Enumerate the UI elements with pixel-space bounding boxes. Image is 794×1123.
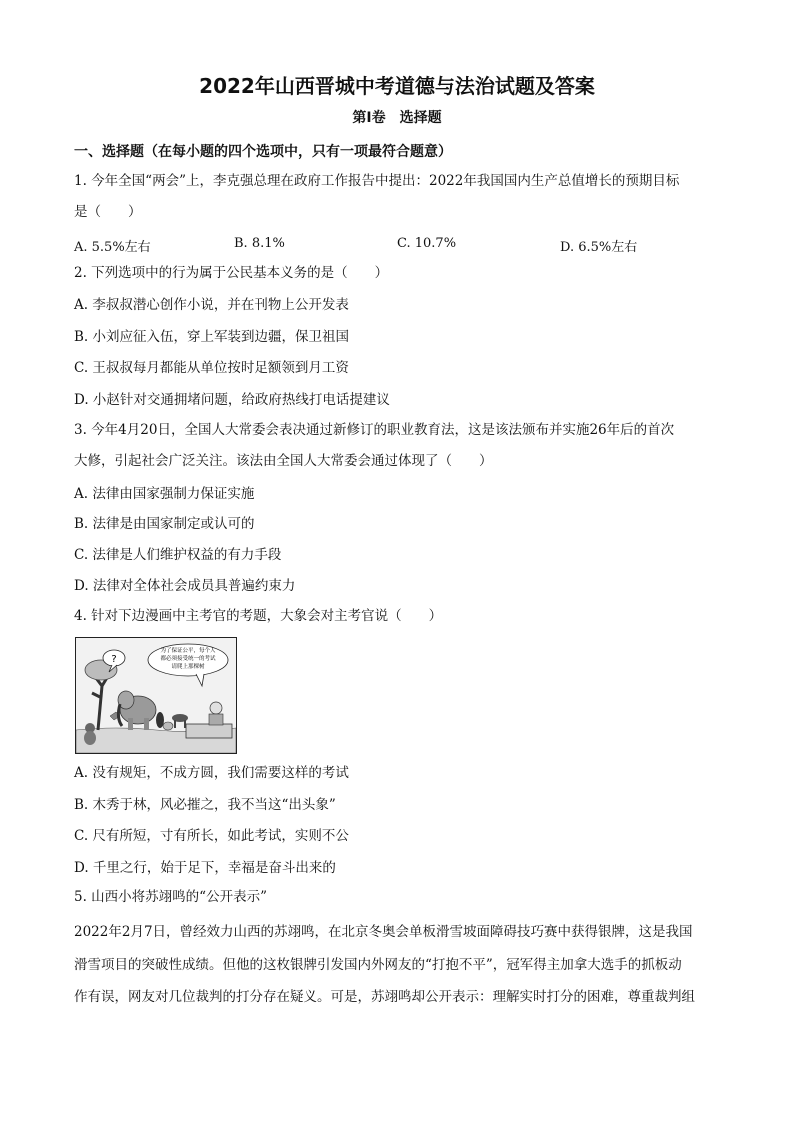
q4-option-a: A. 没有规矩，不成方圆，我们需要这样的考试 [74,765,349,781]
q2-option-c: C. 王叔叔每月都能从单位按时足额领到月工资 [74,360,349,376]
section-heading: 一、选择题（在每小题的四个选项中，只有一项最符合题意） [74,144,452,160]
q5-paragraph-line2: 滑雪项目的突破性成绩。但他的这枚银牌引发国内外网友的“打抱不平”，冠军得主加拿大选手的抓板动 [74,957,682,973]
q4-stem: 4. 针对下边漫画中主考官的考题，大象会对主考官说（ ） [74,608,443,624]
page-title: 2022年山西晋城中考道德与法治试题及答案 [199,74,595,98]
q1-stem-line2: 是（ ） [74,204,142,220]
cartoon-image [75,637,237,754]
q3-option-c: C. 法律是人们维护权益的有力手段 [74,547,282,563]
q5-paragraph-line3: 作有误，网友对几位裁判的打分存在疑义。可是，苏翊鸣却公开表示：理解实时打分的困难，尊重裁判组 [74,989,695,1005]
cartoon-drawing [76,638,236,753]
q1-option-a: A. 5.5%左右 [74,240,151,255]
q3-option-a: A. 法律由国家强制力保证实施 [74,486,255,502]
q4-option-c: C. 尺有所短，寸有所长，如此考试，实则不公 [74,828,349,844]
q5-paragraph-line1: 2022年2月7日，曾经效力山西的苏翊鸣，在北京冬奥会单板滑雪坡面障碍技巧赛中获得银牌，这是我国 [74,924,693,940]
q3-stem-line1: 3. 今年4月20日，全国人大常委会表决通过新修订的职业教育法，这是该法颁布并实施26年后的首次 [74,422,675,438]
cartoon-bubble-line3: 请爬上那棵树 [171,664,205,670]
section-subtitle: 第Ⅰ卷 选择题 [352,110,442,126]
q2-option-d: D. 小赵针对交通拥堵问题，给政府热线打电话提建议 [74,392,390,408]
q4-option-d: D. 千里之行，始于足下，幸福是奋斗出来的 [74,860,336,876]
q4-option-b: B. 木秀于林，风必摧之，我不当这“出头象” [74,797,336,813]
q2-stem: 2. 下列选项中的行为属于公民基本义务的是（ ） [74,265,389,281]
q3-option-d: D. 法律对全体社会成员具普遍约束力 [74,578,296,594]
q2-option-a: A. 李叔叔潜心创作小说，并在刊物上公开发表 [74,297,349,313]
q1-stem-line1: 1. 今年全国“两会”上，李克强总理在政府工作报告中提出：2022年我国国内生产总值增长的预期目标 [74,173,680,189]
q3-stem-line2: 大修，引起社会广泛关注。该法由全国人大常委会通过体现了（ ） [74,453,493,469]
cartoon-bubble-left: ? [111,654,117,665]
cartoon-bubble-line2: 都必须接受统一的考试 [160,656,216,662]
q5-stem: 5. 山西小将苏翊鸣的“公开表示” [74,889,267,905]
q1-option-c: C. 10.7% [397,236,457,251]
q1-option-b: B. 8.1% [234,236,285,251]
cartoon-bubble-line1: 为了保证公平，每个人 [160,648,216,654]
q1-option-d: D. 6.5%左右 [560,240,638,255]
q3-option-b: B. 法律是由国家制定或认可的 [74,516,255,532]
q2-option-b: B. 小刘应征入伍，穿上军装到边疆，保卫祖国 [74,329,350,345]
